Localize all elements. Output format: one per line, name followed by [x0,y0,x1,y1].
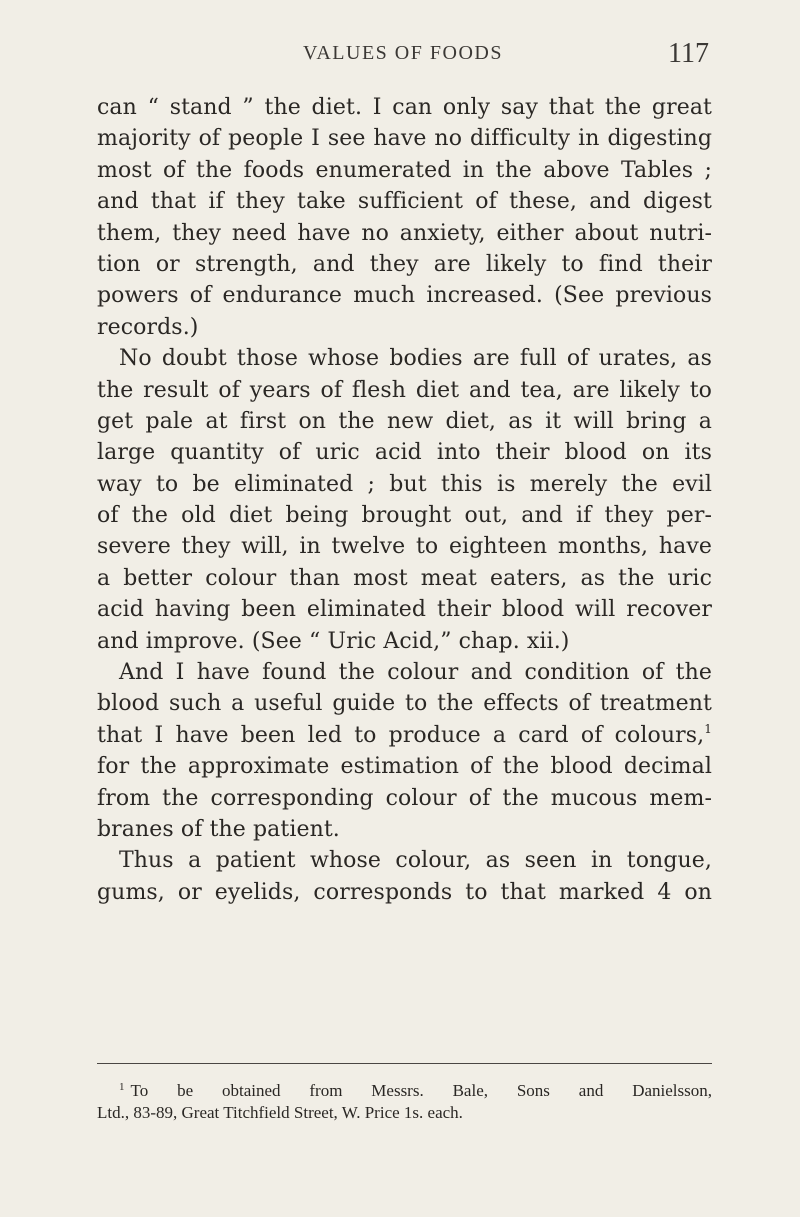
text-line: and that if they take sufficient of these, and digest [97,189,712,215]
text-line: of the old diet being brought out, and if they per- [97,503,712,529]
text-line: tion or strength, and they are likely to find their [97,251,712,277]
text-line: from the corresponding colour of the mucous mem- [97,785,712,811]
text-line: a better colour than most meat eaters, as the uric [97,565,712,591]
text-line: blood such a useful guide to the effects of treatment [97,691,712,717]
text-line: most of the foods enumerated in the above Tables ; [97,157,712,183]
text-line-content: that I have been led to produce a card of colours, [97,722,705,748]
page-number: 117 [668,38,709,69]
footnote-marker: 1 [119,1081,125,1093]
text-line: records.) [97,314,199,340]
text-line: branes of the patient. [97,816,340,842]
footnote-line [97,1075,712,1100]
footnote-reference: 1 [704,721,712,736]
footnote-divider [97,1063,712,1064]
text-line: large quantity of uric acid into their blood on its [97,440,712,466]
text-line: Thus a patient whose colour, as seen in tongue, [119,848,712,874]
text-line: And I have found the colour and condition of the [119,660,712,686]
text-line: and improve. (See “ Uric Acid,” chap. xii.) [97,628,570,654]
footnote-text: To be obtained from Messrs. Bale, Sons and Danielsson, [130,1081,712,1100]
text-line: acid having been eliminated their blood will recover [97,597,712,623]
text-line: for the approximate estimation of the blood decimal [97,754,712,780]
footnotes [97,1075,712,1125]
text-line: No doubt those whose bodies are full of urates, as [119,346,712,372]
text-line-with-footnote [97,720,712,751]
footnote-line: Ltd., 83-89, Great Titchfield Street, W. Price 1s. each. [97,1103,463,1122]
text-line: them, they need have no anxiety, either about nutri- [97,220,712,246]
text-line: gums, or eyelids, corresponds to that marked 4 on [97,879,712,905]
running-title: VALUES OF FOODS [303,42,503,64]
text-line: get pale at first on the new diet, as it will bring a [97,408,712,434]
text-line: powers of endurance much increased. (See previous [97,283,712,309]
text-line: severe they will, in twelve to eighteen months, have [97,534,712,560]
text-line: the result of years of flesh diet and tea, are likely to [97,377,712,403]
body-text [97,92,712,908]
text-line: can “ stand ” the diet. I can only say that the great [97,95,712,120]
text-line: majority of people I see have no difficulty in digesting [97,126,712,152]
text-line: way to be eliminated ; but this is merely the evil [97,471,712,497]
